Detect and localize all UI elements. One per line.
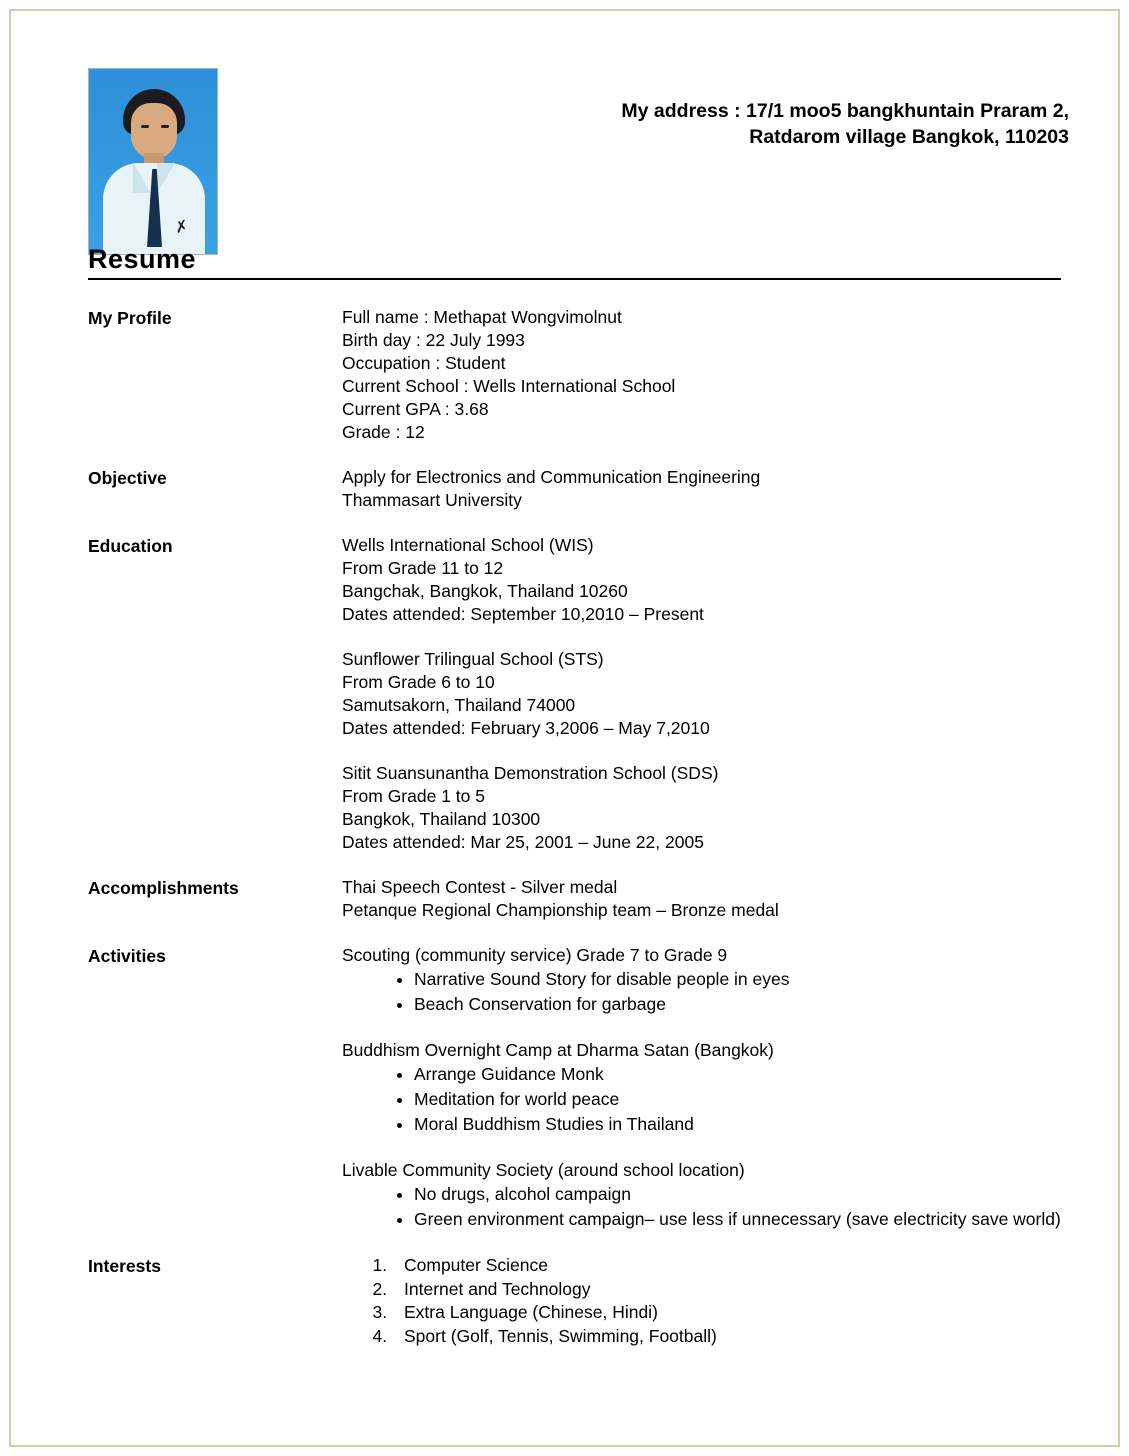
list-item: 1. Computer Science — [392, 1254, 1069, 1278]
list-item: • Green environment campaign– use less if unnecessary (save electricity save world) — [414, 1207, 1069, 1232]
photo-eye-right — [161, 125, 169, 128]
activity-entry — [342, 944, 1069, 1017]
education-line: Dates attended: Mar 25, 2001 – June 22, 2005 — [342, 832, 704, 852]
title-divider — [88, 278, 1061, 280]
photo-face — [131, 103, 177, 159]
education-line: Wells International School (WIS) — [342, 535, 594, 555]
profile-line: Full name : Methapat Wongvimolnut — [342, 307, 622, 327]
education-line: From Grade 1 to 5 — [342, 786, 485, 806]
list-item: 3. Extra Language (Chinese, Hindi) — [392, 1301, 1069, 1325]
photo-signature-mark: ✗ — [173, 217, 191, 238]
photo-collar-right — [157, 163, 175, 193]
page-content — [60, 42, 1069, 1436]
profile-line: Occupation : Student — [342, 353, 506, 373]
document-header — [60, 42, 1069, 242]
profile-line: Grade : 12 — [342, 422, 425, 442]
section-body — [342, 944, 1069, 1232]
list-item: • Moral Buddhism Studies in Thailand — [414, 1112, 1069, 1137]
profile-line: Current School : Wells International School — [342, 376, 676, 396]
section-body — [342, 306, 1069, 444]
education-line: From Grade 6 to 10 — [342, 672, 495, 692]
accomplishment-line: Thai Speech Contest - Silver medal — [342, 877, 618, 897]
list-item: 4. Sport (Golf, Tennis, Swimming, Football) — [392, 1325, 1069, 1349]
objective-line: Thammasart University — [342, 490, 522, 510]
portrait-photo — [88, 68, 218, 255]
education-entry — [342, 534, 1069, 626]
page-title: Resume — [88, 244, 197, 274]
education-line: Sunflower Trilingual School (STS) — [342, 649, 604, 669]
education-line: Bangchak, Bangkok, Thailand 10260 — [342, 581, 628, 601]
activity-bullet-list — [342, 967, 1069, 1017]
photo-eye-left — [141, 125, 149, 128]
activity-heading: Livable Community Society (around school location) — [342, 1160, 745, 1180]
section-label: Objective — [88, 468, 167, 488]
section-label: My Profile — [88, 308, 172, 328]
list-item: 2. Internet and Technology — [392, 1278, 1069, 1302]
education-line: Dates attended: February 3,2006 – May 7,2010 — [342, 718, 710, 738]
list-item: • Narrative Sound Story for disable people in eyes — [414, 967, 1069, 992]
education-entry — [342, 762, 1069, 854]
section-my-profile — [60, 306, 1069, 444]
section-objective — [60, 466, 1069, 512]
profile-line: Birth day : 22 July 1993 — [342, 330, 525, 350]
activity-bullet-list — [342, 1182, 1069, 1232]
address-block — [609, 98, 1069, 150]
education-line: Dates attended: September 10,2010 – Present — [342, 604, 704, 624]
list-item: • No drugs, alcohol campaign — [414, 1182, 1069, 1207]
address-line: My address : — [621, 100, 741, 122]
interests-list — [342, 1254, 1069, 1348]
address-line: Bangkok, 110203 — [911, 126, 1069, 148]
activity-heading: Scouting (community service) Grade 7 to Grade 9 — [342, 945, 728, 965]
list-item: • Meditation for world peace — [414, 1087, 1069, 1112]
education-line: Samutsakorn, Thailand 74000 — [342, 695, 576, 715]
activity-heading: Buddhism Overnight Camp at Dharma Satan (Bangkok) — [342, 1040, 774, 1060]
section-interests — [60, 1254, 1069, 1348]
activity-entry — [342, 1159, 1069, 1232]
education-line: From Grade 11 to 12 — [342, 558, 504, 578]
education-line: Bangkok, Thailand 10300 — [342, 809, 541, 829]
address-line: 17/1 moo5 bangkhuntain — [746, 100, 975, 122]
section-body — [342, 534, 1069, 854]
list-item: • Beach Conservation for garbage — [414, 992, 1069, 1017]
section-body — [342, 466, 1069, 512]
accomplishment-line: Petanque Regional Championship team – Bronze medal — [342, 900, 779, 920]
photo-collar-left — [133, 163, 151, 193]
section-accomplishments — [60, 876, 1069, 922]
section-label: Education — [88, 536, 173, 556]
section-label: Accomplishments — [88, 878, 239, 898]
profile-line: Current GPA : 3.68 — [342, 399, 489, 419]
section-body — [342, 1254, 1069, 1348]
section-education — [60, 534, 1069, 854]
section-label: Activities — [88, 946, 166, 966]
section-body — [342, 876, 1069, 922]
address-line: Praram 2, Ratdarom village — [749, 100, 1069, 148]
list-item: • Arrange Guidance Monk — [414, 1062, 1069, 1087]
objective-line: Apply for Electronics and Communication Engineering — [342, 467, 761, 487]
activity-bullet-list — [342, 1062, 1069, 1137]
activity-entry — [342, 1039, 1069, 1137]
education-line: Sitit Suansunantha Demonstration School (SDS) — [342, 763, 719, 783]
section-label: Interests — [88, 1256, 161, 1276]
section-activities — [60, 944, 1069, 1232]
education-entry — [342, 648, 1069, 740]
resume-title-row — [60, 244, 1069, 284]
